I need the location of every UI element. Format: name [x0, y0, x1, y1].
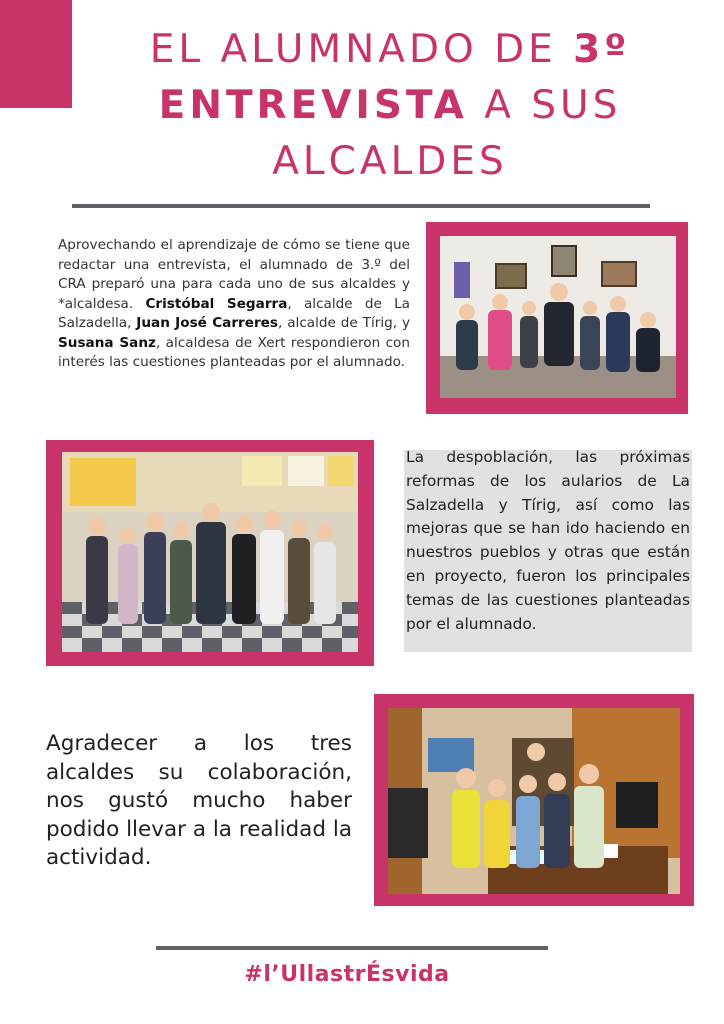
top-divider — [72, 204, 650, 208]
photo-2-illustration — [62, 452, 358, 652]
thanks-paragraph: Agradecer a los tres alcaldes su colaboración, nos gustó mucho haber podido llevar a la realidad la actividad. — [46, 731, 352, 870]
photo-mayor-office — [388, 708, 680, 894]
mayor-name-1: Cristóbal Segarra — [145, 295, 288, 312]
photo-town-hall-interview — [440, 236, 676, 398]
title-line-2: ENTREVISTA A SUS — [158, 83, 622, 128]
mayor-name-2: Juan José Carreres — [136, 315, 278, 331]
corner-accent-block — [0, 0, 72, 108]
title-line-3: ALCALDES — [272, 139, 508, 184]
mayor-name-3: Susana Sanz — [58, 334, 156, 351]
hashtag: #l’UllastrÉsvida — [244, 962, 450, 987]
bottom-divider — [156, 946, 548, 950]
photo-3-illustration — [388, 708, 680, 894]
page-title — [90, 22, 690, 190]
intro-paragraph: Aprovechando el aprendizaje de cómo se tiene que redactar una entrevista, el alumnado de 3.º del CRA preparó una para cada uno de sus alcaldes y *alcaldesa. Cristóbal Segarra, alcalde de La Salzadella, Juan José Carreres, alcalde de Tírig, y Susana Sanz, alcaldesa de Xert respondieron con interés las cuestiones planteadas por el alumnado. — [58, 237, 410, 370]
photo-1-illustration — [440, 236, 676, 398]
title-line-1: EL ALUMNADO DE 3º — [149, 27, 631, 72]
photo-classroom-group — [62, 452, 358, 652]
topics-paragraph: La despoblación, las próximas reformas de los aularios de La Salzadella y Tírig, así como las mejoras que se han ido haciendo en nuestros pueblos y otras que están en proyecto, fueron los principales temas de las cuestiones planteadas por el alumnado. — [406, 448, 690, 633]
